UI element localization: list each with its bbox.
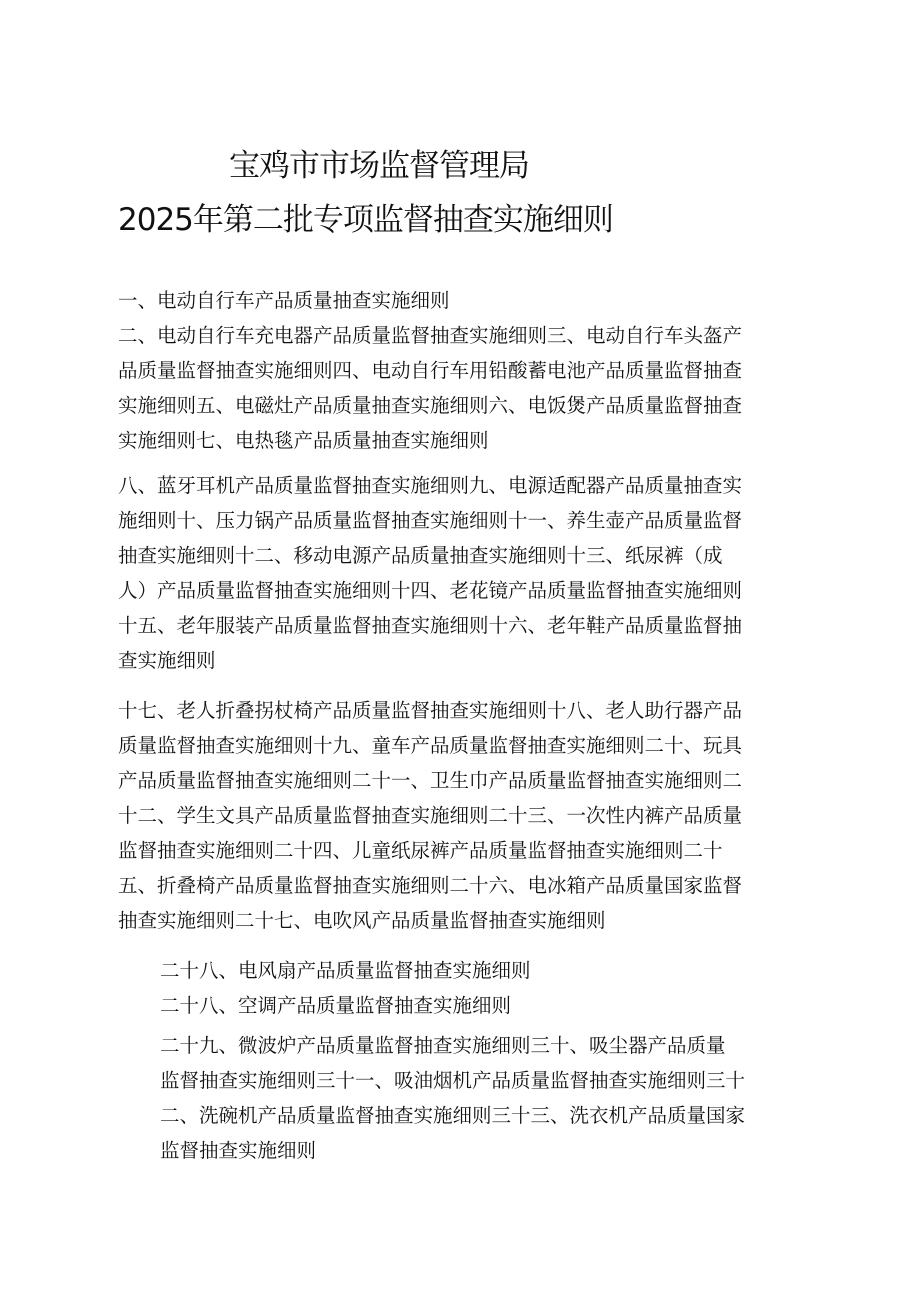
text-line: 二十八、空调产品质量监督抽查实施细则 xyxy=(160,994,512,1017)
paragraph-1 xyxy=(118,283,450,318)
paragraph-3 xyxy=(118,468,742,678)
text-line: 监督抽查实施细则 xyxy=(160,1139,317,1162)
text-line: 十七、老人折叠拐杖椅产品质量监督抽查实施细则十八、老人助行器产品 xyxy=(118,699,743,722)
text-line: 抽查实施细则二十七、电吹风产品质量监督抽查实施细则 xyxy=(118,909,606,932)
text-line: 一、电动自行车产品质量抽查实施细则 xyxy=(118,289,450,312)
paragraph-6 xyxy=(160,988,511,1023)
text-line: 抽查实施细则十二、移动电源产品质量抽查实施细则十三、纸尿裤（成 xyxy=(118,544,723,567)
text-line: 施细则十、压力锅产品质量监督抽查实施细则十一、养生壶产品质量监督 xyxy=(118,509,743,532)
text-line: 二十九、微波炉产品质量监督抽查实施细则三十、吸尘器产品质量 xyxy=(160,1034,726,1057)
text-line: 八、蓝牙耳机产品质量监督抽查实施细则九、电源适配器产品质量抽查实 xyxy=(118,474,743,497)
paragraph-7 xyxy=(160,1028,745,1168)
text-line: 监督抽查实施细则三十一、吸油烟机产品质量监督抽查实施细则三十 xyxy=(160,1069,746,1092)
text-line: 质量监督抽查实施细则十九、童车产品质量监督抽查实施细则二十、玩具 xyxy=(118,734,743,757)
text-line: 品质量监督抽查实施细则四、电动自行车用铅酸蓄电池产品质量监督抽查 xyxy=(118,359,743,382)
paragraph-5 xyxy=(160,953,531,988)
text-line: 五、折叠椅产品质量监督抽查实施细则二十六、电冰箱产品质量国家监督 xyxy=(118,874,743,897)
text-line: 监督抽查实施细则二十四、儿童纸尿裤产品质量监督抽查实施细则二十 xyxy=(118,839,723,862)
document-title-line-2: 2025年第二批专项监督抽查实施细则 xyxy=(118,202,613,238)
text-line: 二十八、电风扇产品质量监督抽查实施细则 xyxy=(160,959,531,982)
text-line: 二、洗碗机产品质量监督抽查实施细则三十三、洗衣机产品质量国家 xyxy=(160,1104,746,1127)
text-line: 十二、学生文具产品质量监督抽查实施细则二十三、一次性内裤产品质量 xyxy=(118,804,743,827)
paragraph-2 xyxy=(118,318,742,458)
text-line: 实施细则五、电磁灶产品质量抽查实施细则六、电饭煲产品质量监督抽查 xyxy=(118,394,743,417)
text-line: 二、电动自行车充电器产品质量监督抽查实施细则三、电动自行车头盔产 xyxy=(118,324,743,347)
text-line: 十五、老年服装产品质量监督抽查实施细则十六、老年鞋产品质量监督抽 xyxy=(118,614,743,637)
document-title-line-1: 宝鸡市市场监督管理局 xyxy=(229,148,529,184)
text-line: 查实施细则 xyxy=(118,649,216,672)
text-line: 人）产品质量监督抽查实施细则十四、老花镜产品质量监督抽查实施细则 xyxy=(118,579,743,602)
text-line: 实施细则七、电热毯产品质量抽查实施细则 xyxy=(118,429,489,452)
text-line: 产品质量监督抽查实施细则二十一、卫生巾产品质量监督抽查实施细则二 xyxy=(118,769,743,792)
paragraph-4 xyxy=(118,693,742,938)
